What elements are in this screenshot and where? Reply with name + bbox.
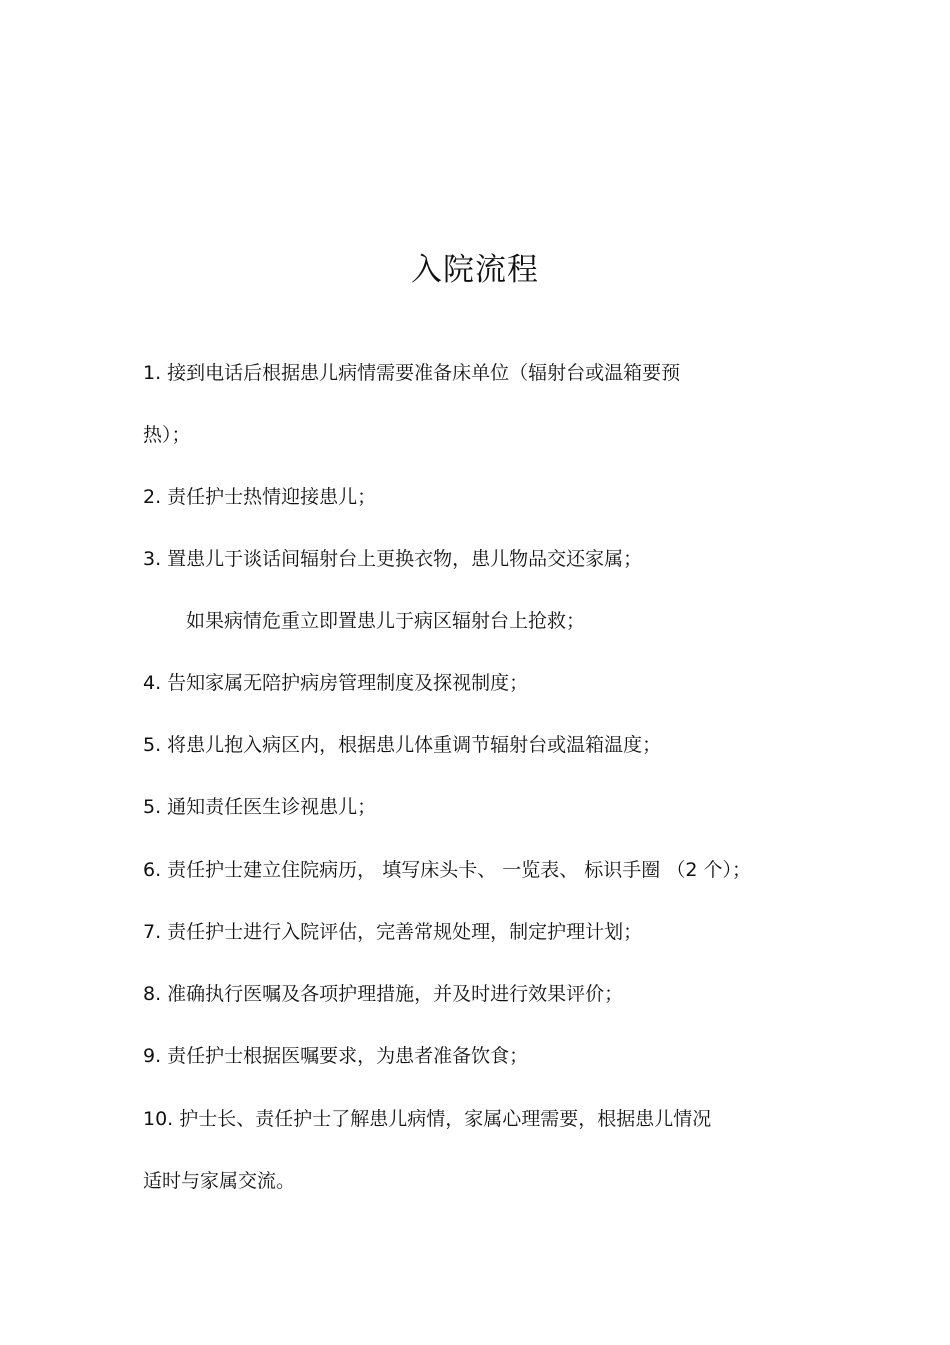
step-9: 9. 责任护士根据医嘱要求，为患者准备饮食；: [143, 1045, 529, 1067]
step-5a: 5. 将患儿抱入病区内，根据患儿体重调节辐射台或温箱温度；: [143, 734, 662, 756]
step-10-line-2: 适时与家属交流。: [143, 1170, 296, 1192]
step-6: 6. 责任护士建立住院病历， 填写床头卡、 一览表、 标识手圈 （2 个）；: [143, 859, 751, 881]
step-10-line-1: 10. 护士长、责任护士了解患儿病情，家属心理需要，根据患儿情况: [143, 1108, 712, 1130]
step-8: 8. 准确执行医嘱及各项护理措施，并及时进行效果评价；: [143, 983, 624, 1005]
step-2: 2. 责任护士热情迎接患儿；: [143, 486, 377, 508]
step-1-line-1: 1. 接到电话后根据患儿病情需要准备床单位（辐射台或温箱要预: [143, 362, 681, 384]
document-title: 入院流程: [411, 252, 539, 288]
step-4: 4. 告知家属无陪护病房管理制度及探视制度；: [143, 672, 529, 694]
step-1-line-2: 热）；: [143, 424, 191, 446]
step-7: 7. 责任护士进行入院评估，完善常规处理，制定护理计划；: [143, 921, 643, 943]
step-5b: 5. 通知责任医生诊视患儿；: [143, 796, 377, 818]
step-3: 3. 置患儿于谈话间辐射台上更换衣物，患儿物品交还家属；: [143, 548, 643, 570]
step-3-note: 如果病情危重立即置患儿于病区辐射台上抢救；: [186, 610, 586, 632]
